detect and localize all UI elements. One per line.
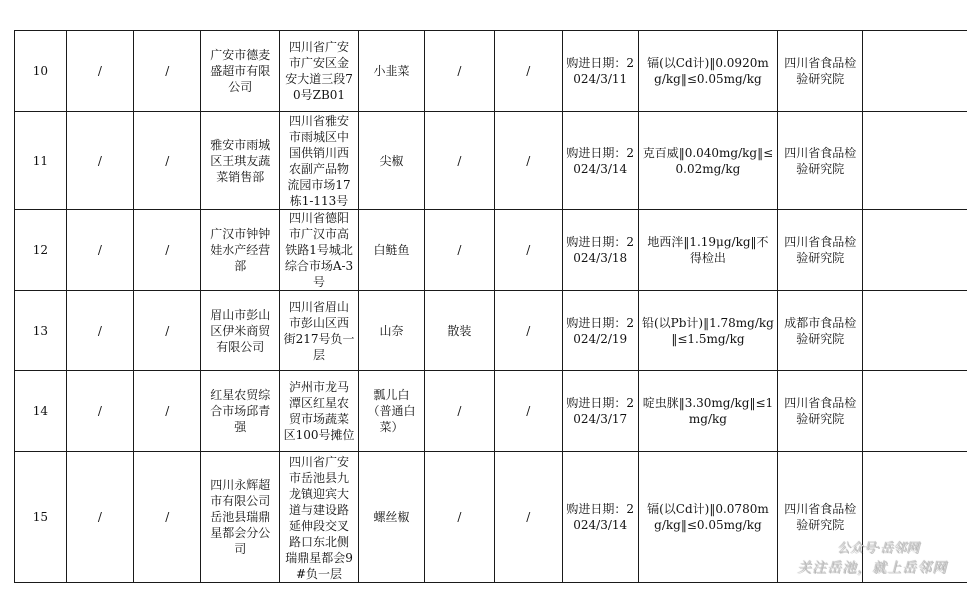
cell-blank-8: / (494, 371, 562, 452)
cell-specification: / (425, 371, 494, 452)
cell-blank-8: / (494, 210, 562, 291)
cell-blank-2: / (66, 31, 133, 112)
cell-product-name: 瓢儿白（普通白菜） (358, 371, 424, 452)
table-row (15, 31, 967, 112)
cell-specification: / (425, 31, 494, 112)
cell-purchase-date: 购进日期：2024/3/14 (562, 112, 638, 210)
cell-blank-3: / (134, 210, 201, 291)
table-row (15, 210, 967, 291)
cell-testing-institution: 四川省食品检验研究院 (778, 31, 863, 112)
cell-seller-address: 四川省广安市岳池县九龙镇迎宾大道与建设路延伸段交叉路口东北侧瑞鼎星都会9#负一层 (280, 452, 359, 583)
cell-purchase-date: 购进日期：2024/3/11 (562, 31, 638, 112)
cell-remarks (863, 210, 967, 291)
cell-blank-3: / (134, 112, 201, 210)
cell-product-name: 山奈 (358, 291, 424, 371)
table-row (15, 452, 967, 583)
cell-serial-number: 14 (15, 371, 67, 452)
cell-blank-8: / (494, 112, 562, 210)
cell-remarks (863, 31, 967, 112)
cell-seller-name: 四川永辉超市有限公司岳池县瑞鼎星都会分公司 (201, 452, 280, 583)
table-body (15, 31, 967, 583)
cell-specification: / (425, 452, 494, 583)
table-row (15, 291, 967, 371)
cell-specification: / (425, 210, 494, 291)
cell-test-result: 铅(以Pb计)‖1.78mg/kg‖≤1.5mg/kg (638, 291, 778, 371)
cell-testing-institution: 四川省食品检验研究院 (778, 452, 863, 583)
cell-serial-number: 13 (15, 291, 67, 371)
cell-blank-3: / (134, 371, 201, 452)
cell-blank-2: / (66, 112, 133, 210)
inspection-results-table (14, 30, 967, 583)
cell-purchase-date: 购进日期：2024/3/17 (562, 371, 638, 452)
cell-blank-8: / (494, 31, 562, 112)
cell-seller-address: 四川省眉山市彭山区西街217号负一层 (280, 291, 359, 371)
cell-purchase-date: 购进日期：2024/3/14 (562, 452, 638, 583)
cell-product-name: 尖椒 (358, 112, 424, 210)
cell-remarks (863, 112, 967, 210)
cell-purchase-date: 购进日期：2024/3/18 (562, 210, 638, 291)
cell-seller-name: 雅安市雨城区王琪友蔬菜销售部 (201, 112, 280, 210)
cell-remarks (863, 371, 967, 452)
watermark-account: 公众号·岳邻网 (836, 541, 919, 556)
cell-remarks (863, 452, 967, 583)
cell-testing-institution: 四川省食品检验研究院 (778, 371, 863, 452)
cell-testing-institution: 成都市食品检验研究院 (778, 291, 863, 371)
cell-product-name: 螺丝椒 (358, 452, 424, 583)
cell-purchase-date: 购进日期：2024/2/19 (562, 291, 638, 371)
cell-specification: / (425, 112, 494, 210)
cell-seller-address: 四川省广安市广安区金安大道三段70号ZB01 (280, 31, 359, 112)
cell-seller-address: 四川省雅安市雨城区中国供销川西农副产品物流园市场17栋1-113号 (280, 112, 359, 210)
cell-test-result: 克百威‖0.040mg/kg‖≤0.02mg/kg (638, 112, 778, 210)
cell-remarks (863, 291, 967, 371)
cell-blank-8: / (494, 452, 562, 583)
cell-seller-address: 四川省德阳市广汉市高铁路1号城北综合市场A-3号 (280, 210, 359, 291)
cell-blank-2: / (66, 291, 133, 371)
cell-seller-name: 红星农贸综合市场邱青强 (201, 371, 280, 452)
table-row (15, 112, 967, 210)
cell-testing-institution: 四川省食品检验研究院 (778, 210, 863, 291)
cell-seller-name: 广汉市钟钟娃水产经营部 (201, 210, 280, 291)
cell-test-result: 镉(以Cd计)‖0.0780mg/kg‖≤0.05mg/kg (638, 452, 778, 583)
cell-blank-2: / (66, 452, 133, 583)
table-row (15, 371, 967, 452)
cell-serial-number: 11 (15, 112, 67, 210)
cell-specification: 散装 (425, 291, 494, 371)
cell-seller-name: 广安市德麦盛超市有限公司 (201, 31, 280, 112)
cell-product-name: 小韭菜 (358, 31, 424, 112)
cell-blank-3: / (134, 291, 201, 371)
cell-blank-8: / (494, 291, 562, 371)
cell-test-result: 啶虫脒‖3.30mg/kg‖≤1mg/kg (638, 371, 778, 452)
cell-testing-institution: 四川省食品检验研究院 (778, 112, 863, 210)
cell-serial-number: 10 (15, 31, 67, 112)
cell-blank-2: / (66, 371, 133, 452)
cell-blank-2: / (66, 210, 133, 291)
cell-serial-number: 15 (15, 452, 67, 583)
cell-serial-number: 12 (15, 210, 67, 291)
cell-blank-3: / (134, 452, 201, 583)
cell-test-result: 镉(以Cd计)‖0.0920mg/kg‖≤0.05mg/kg (638, 31, 778, 112)
cell-seller-address: 泸州市龙马潭区红星农贸市场蔬菜区100号摊位 (280, 371, 359, 452)
cell-seller-name: 眉山市彭山区伊米商贸有限公司 (201, 291, 280, 371)
cell-test-result: 地西泮‖1.19μg/kg‖不得检出 (638, 210, 778, 291)
cell-blank-3: / (134, 31, 201, 112)
cell-product-name: 白鲢鱼 (358, 210, 424, 291)
watermark-slogan: 关注岳池，就上岳邻网 (797, 560, 947, 576)
